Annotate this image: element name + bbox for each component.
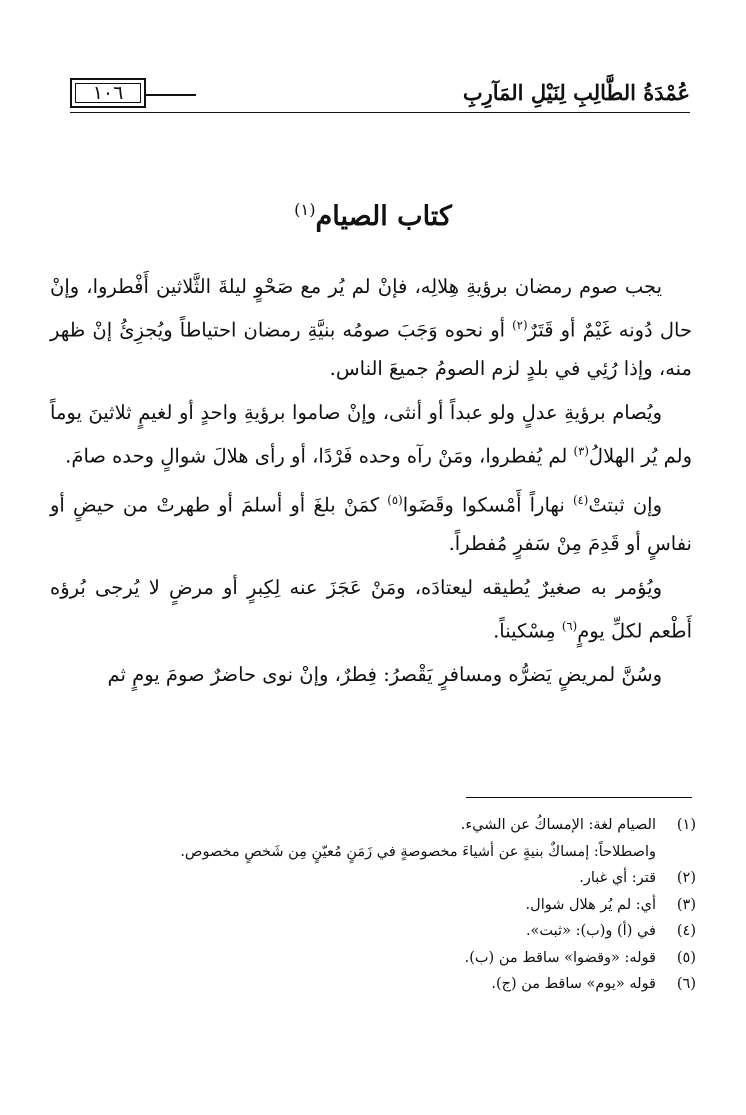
- footnote-number: (١): [676, 817, 696, 833]
- paragraph: [50, 481, 692, 563]
- footnote: [50, 945, 696, 972]
- chapter-title-text: كتاب الصيام: [315, 201, 452, 232]
- text-run: وسُنَّ لمريضٍ يَضرُّه ومسافرٍ يَقْصرُ: فِطرٌ، وإنْ نوى حاضرٌ صومَ يومٍ ثم: [107, 663, 662, 686]
- chapter-title: [0, 200, 746, 232]
- footnote: [50, 892, 696, 919]
- text-run: كمَنْ بلغَ أو أسلمَ أو طهرتْ من حيضٍ أو نفاسٍ أو قَدِمَ مِنْ سَفرٍ مُفطراً.: [50, 493, 692, 555]
- text-run: مِسْكيناً.: [493, 619, 562, 642]
- footnote-continuation: [50, 839, 696, 866]
- footnote-ref: (٥): [387, 493, 403, 507]
- footnote: [50, 865, 696, 892]
- footnote-number: (٤): [676, 923, 696, 939]
- footnote-text: أي: لم يُر هلال شوال.: [525, 896, 656, 913]
- paragraph: [50, 394, 692, 476]
- footnote-text: قوله: «وقضوا» ساقط من (ب).: [464, 949, 656, 966]
- footnote: [50, 918, 696, 945]
- paragraph: [50, 656, 692, 694]
- footnote-number: (٥): [676, 949, 696, 966]
- footnote-number: (٢): [676, 870, 696, 886]
- header-underline: [70, 112, 690, 113]
- text-run: يجب صوم رمضان برؤيةِ هِلالِه، فإنْ لم يُر مع صَحْوٍ ليلةَ الثَّلاثين أَفْطروا، وإنْ حال دُونه غَيْمٌ أو قَتَرٌ: [50, 275, 692, 342]
- text-run: أو نحوه وَجَبَ صومُه بنيَّةِ رمضان احتياطاً ويُجزِئُ إنْ ظهر منه، وإذا رُئِي في بلدٍ لزم الصومُ جميعَ الناس.: [50, 318, 692, 380]
- book-title: عُمْدَةُ الطَّالِبِ لِنَيْلِ المَآرِبِ: [462, 80, 690, 105]
- footnote-text: قوله «يوم» ساقط من (ج).: [491, 976, 656, 992]
- footnote-ref: (١): [294, 200, 316, 219]
- footnote: [50, 812, 696, 839]
- paragraph: [50, 268, 692, 388]
- page-number: ١٠٦: [70, 78, 146, 108]
- paragraph: [50, 569, 692, 651]
- footnote-ref: (٤): [572, 493, 589, 507]
- text-run: لم يُفطروا، ومَنْ رآه وحده فَرْدًا، أو رأى هلالَ شوالٍ وحده صامَ.: [65, 444, 574, 467]
- footnote-separator: [466, 797, 692, 798]
- footnote-ref: (٣): [573, 443, 589, 458]
- page-header: [48, 76, 690, 128]
- text-run: نهاراً أَمْسكوا وقَضَوا: [402, 493, 573, 517]
- text-run: وإن ثبتتْ: [588, 493, 662, 517]
- text-run: ويُؤمر به صغيرٌ يُطيقه ليعتادَه، ومَنْ عَجَزَ عنه لِكِبرٍ أو مرضٍ لا يُرجى بُرؤه أَطْعم لكلِّ يومٍ: [50, 575, 692, 642]
- footnote-text: في (أ) و(ب): «ثبت».: [525, 923, 656, 939]
- body-text: [50, 268, 692, 700]
- footnote-ref: (٦): [561, 618, 578, 633]
- footnote-number: (٣): [676, 896, 696, 913]
- text-run: ويُصام برؤيةِ عدلٍ ولو عبداً أو أنثى، وإنْ صاموا برؤيةِ واحدٍ أو لغيمٍ ثلاثينَ يوماً ولم يُر الهلالُ: [50, 400, 692, 467]
- footnote-text: قتر: أي غبار.: [579, 870, 656, 886]
- footnote-number: (٦): [676, 976, 696, 992]
- header-rule: [146, 94, 196, 96]
- footnote: [50, 971, 696, 998]
- footnote-text: واصطلاحاً: إمساكٌ بنيةٍ عن أشياءَ مخصوصةٍ في زَمَنٍ مُعيّنٍ مِن شَخصٍ مخصوص.: [180, 843, 656, 860]
- footnotes: [50, 812, 696, 998]
- footnote-text: الصيام لغة: الإمساكُ عن الشيء.: [460, 817, 656, 833]
- footnote-ref: (٢): [512, 318, 528, 332]
